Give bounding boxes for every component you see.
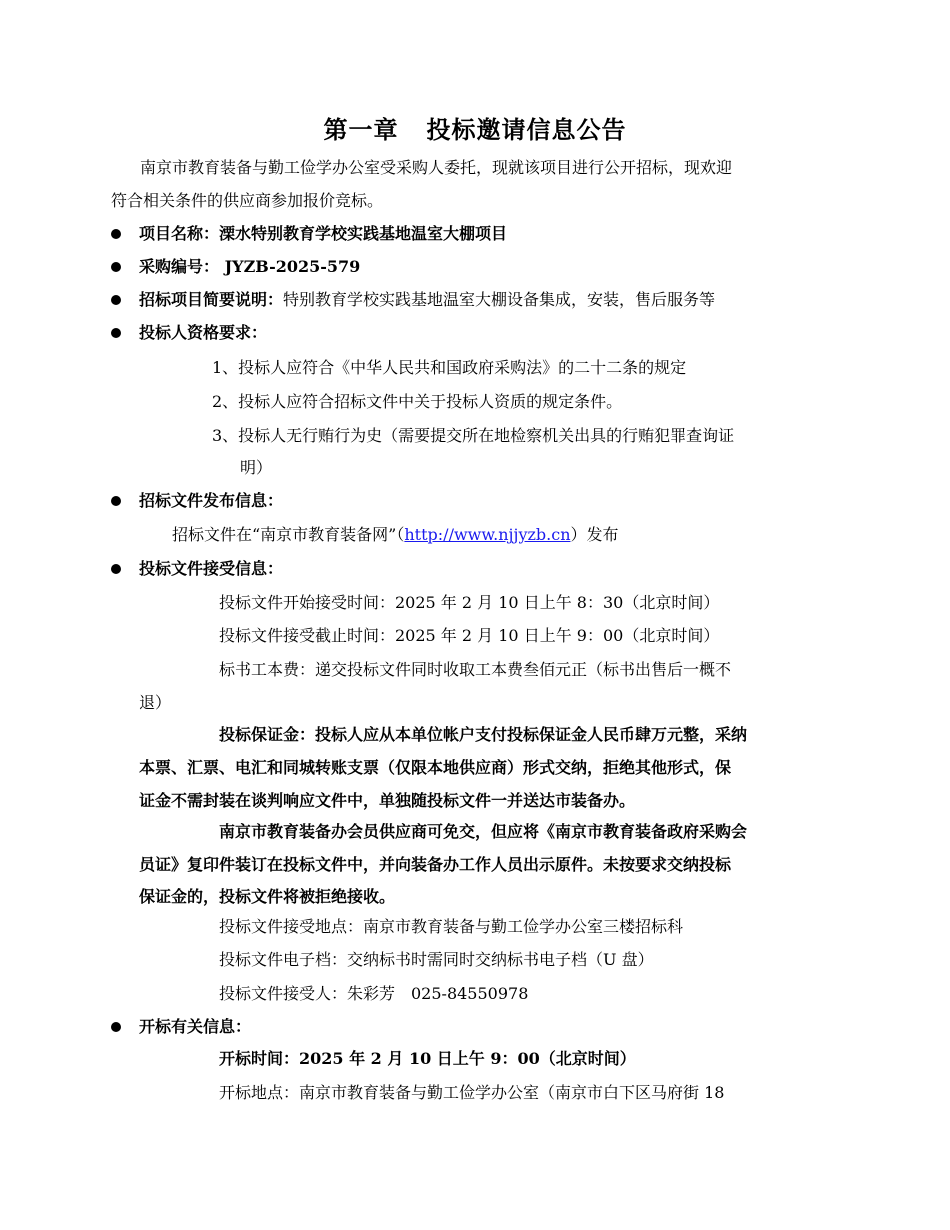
publish-info — [172, 525, 619, 545]
publish-text-after: ）发布 — [570, 525, 619, 544]
project-summary — [139, 290, 715, 310]
project-summary-value: 特别教育学校实践基地温室大棚设备集成，安装，售后服务等 — [283, 290, 716, 309]
receive-place: 投标文件接受地点：南京市教育装备与勤工俭学办公室三楼招标科 — [219, 917, 684, 936]
chapter-number: 第一章 — [323, 116, 399, 144]
intro-line-2: 符合相关条件的供应商参加报价竞标。 — [111, 191, 384, 210]
bullet-icon — [111, 496, 121, 506]
deposit-line-1: 投标保证金：投标人应从本单位帐户支付投标保证金人民币肆万元整，采纳 — [219, 725, 748, 744]
qualification-item-1: 1、投标人应符合《中华人民共和国政府采购法》的二十二条的规定 — [212, 358, 687, 377]
qualification-item-2: 2、投标人应符合招标文件中关于投标人资质的规定条件。 — [212, 392, 623, 411]
chapter-title — [0, 110, 950, 145]
receive-end-time: 投标文件接受截止时间：2025 年 2 月 10 日上午 9：00（北京时间） — [219, 626, 720, 645]
fee-line-1: 标书工本费：递交投标文件同时收取工本费叁佰元正（标书出售后一概不 — [219, 660, 732, 679]
bullet-icon — [111, 295, 121, 305]
project-name — [139, 224, 507, 244]
receive-start-time: 投标文件开始接受时间：2025 年 2 月 10 日上午 8：30（北京时间） — [219, 593, 720, 612]
qualification-item-3: 3、投标人无行贿行为史（需要提交所在地检察机关出具的行贿犯罪查询证 — [212, 426, 735, 445]
qualification-label: 投标人资格要求： — [139, 323, 268, 342]
member-line-2: 员证》复印件装订在投标文件中，并向装备办工作人员出示原件。未按要求交纳投标 — [139, 855, 732, 874]
deposit-line-3: 证金不需封装在谈判响应文件中，单独随投标文件一并送达市装备办。 — [139, 791, 636, 810]
bullet-icon — [111, 1022, 121, 1032]
member-line-3: 保证金的，投标文件将被拒绝接收。 — [139, 887, 396, 906]
procurement-code-label: 采购编号： — [139, 257, 220, 276]
bullet-icon — [111, 328, 121, 338]
project-name-value: 溧水特别教育学校实践基地温室大棚项目 — [219, 224, 508, 243]
project-summary-label: 招标项目简要说明： — [139, 290, 284, 309]
publish-link[interactable]: http://www.njjyzb.cn — [404, 525, 571, 544]
bullet-icon — [111, 229, 121, 239]
receive-person: 投标文件接受人：朱彩芳 025-84550978 — [219, 984, 529, 1003]
deposit-line-2: 本票、汇票、电汇和同城转账支票（仅限本地供应商）形式交纳，拒绝其他形式，保 — [139, 758, 732, 777]
member-line-1: 南京市教育装备办会员供应商可免交，但应将《南京市教育装备政府采购会 — [219, 822, 748, 841]
opening-place: 开标地点：南京市教育装备与勤工俭学办公室（南京市白下区马府街 18 — [219, 1083, 725, 1102]
fee-line-2: 退） — [139, 693, 172, 712]
procurement-code-value: JYZB-2025-579 — [224, 257, 361, 276]
bullet-icon — [111, 564, 121, 574]
receive-electronic: 投标文件电子档：交纳标书时需同时交纳标书电子档（U 盘） — [219, 950, 654, 969]
opening-time: 开标时间：2025 年 2 月 10 日上午 9：00（北京时间） — [219, 1049, 636, 1068]
procurement-code — [139, 257, 360, 277]
qualification-item-3-cont: 明） — [240, 458, 273, 477]
opening-label: 开标有关信息： — [139, 1017, 252, 1036]
publish-text-before: 招标文件在“南京市教育装备网”（ — [172, 525, 405, 544]
chapter-heading: 投标邀请信息公告 — [426, 116, 627, 144]
publish-label: 招标文件发布信息： — [139, 491, 284, 510]
bullet-icon — [111, 262, 121, 272]
receive-label: 投标文件接受信息： — [139, 559, 284, 578]
intro-line-1: 南京市教育装备与勤工俭学办公室受采购人委托，现就该项目进行公开招标，现欢迎 — [140, 158, 733, 177]
project-name-label: 项目名称： — [139, 224, 220, 243]
